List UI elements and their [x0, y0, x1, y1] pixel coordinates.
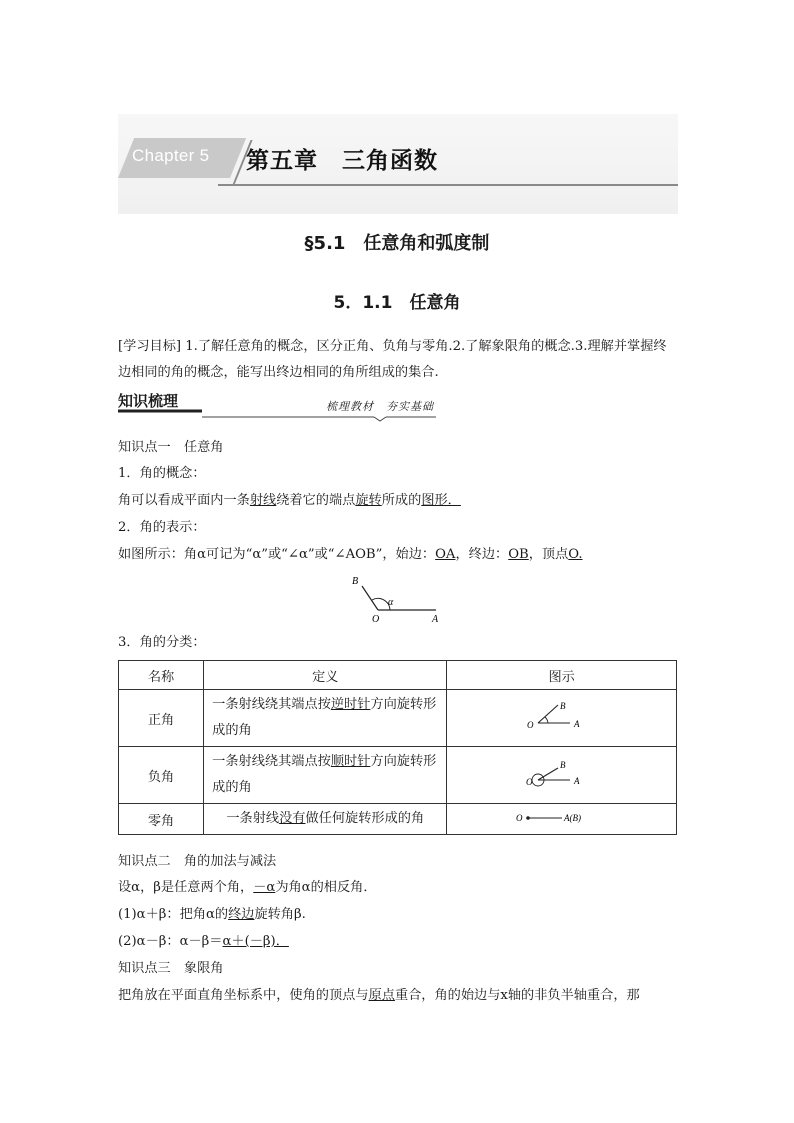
text-span: 做任何旋转形成的角 — [305, 811, 425, 826]
angle-figure — [340, 570, 450, 628]
kp1-title: 知识点一 任意角 — [118, 440, 224, 455]
text-span: 如图所示：角α可记为“α”或“∠α”或“∠AOB”，始边： — [118, 547, 436, 562]
blank-answer: 顺时针 — [330, 754, 371, 769]
text-span: 所成的 — [381, 493, 422, 508]
label-b: B — [559, 701, 566, 711]
table-row — [119, 690, 677, 747]
kp1-item1-heading: 1．角的概念： — [118, 466, 206, 481]
zero-angle-diagram — [512, 807, 612, 827]
text-span: ，顶点 — [528, 547, 569, 562]
row-definition — [204, 804, 447, 835]
knowledge-note: 梳理教材 夯实基础 — [326, 400, 434, 413]
blank-answer: 图形． — [421, 493, 461, 508]
blank-answer: －α — [253, 880, 276, 895]
label-ab: A(B) — [563, 813, 581, 823]
row-figure — [447, 690, 677, 747]
label-b: B — [559, 760, 566, 770]
negative-angle-diagram — [522, 756, 602, 790]
row-figure — [447, 804, 677, 835]
table-row — [119, 804, 677, 835]
text-span: 一条射线绕其端点按 — [212, 697, 331, 712]
text-span: 方向旋转形成的角 — [212, 697, 437, 738]
label-a: A — [573, 719, 580, 729]
text-span: 角可以看成平面内一条 — [118, 493, 250, 508]
kp2-title: 知识点二 角的加法与减法 — [118, 854, 277, 869]
blank-answer: 没有 — [279, 811, 306, 826]
chapter-tag: Chapter 5 — [132, 146, 210, 165]
chapter-underline — [218, 184, 678, 186]
text-span: 一条射线绕其端点按 — [212, 754, 331, 769]
blank-answer: 终边 — [228, 907, 255, 922]
text-span: 重合，角的始边与x轴的非负半轴重合，那 — [394, 988, 640, 1003]
ray-ob — [362, 586, 378, 610]
chapter-title: 第五章 三角函数 — [246, 148, 438, 174]
kp2-line3 — [118, 932, 289, 952]
label-o: O — [515, 813, 523, 823]
label-a: A — [573, 776, 580, 786]
learning-goals — [118, 334, 678, 386]
section-title: §5.1 任意角和弧度制 — [304, 233, 490, 254]
subsection-title: 5．1.1 任意角 — [333, 293, 461, 313]
learning-goals-label: [学习目标] — [118, 339, 182, 354]
row-name: 负角 — [119, 747, 204, 804]
text-span: 方向旋转形成的角 — [212, 754, 437, 795]
label-o: O — [372, 614, 380, 625]
blank-answer: 原点 — [368, 988, 395, 1003]
text-span: ，终边： — [455, 547, 509, 562]
kp1-item1-text — [118, 491, 461, 511]
row-name: 零角 — [119, 804, 204, 835]
text-span: 绕着它的端点 — [276, 493, 356, 508]
kp1-item3-heading: 3．角的分类： — [118, 635, 206, 650]
col-header-def: 定义 — [204, 661, 447, 690]
blank-answer: 逆时针 — [330, 697, 371, 712]
text-span: 为角α的相反角． — [275, 880, 377, 895]
col-header-name: 名称 — [119, 661, 204, 690]
blank-answer: α＋(－β)． — [222, 934, 289, 949]
blank-answer: O. — [568, 547, 583, 562]
kp2-line1 — [118, 878, 377, 898]
row-figure — [447, 747, 677, 804]
table-row — [119, 747, 677, 804]
label-alpha: α — [388, 597, 394, 608]
blank-answer: OA — [435, 547, 456, 562]
kp2-line2 — [118, 905, 306, 925]
learning-goals-text: 1.了解任意角的概念，区分正角、负角与零角.2.了解象限角的概念.3.理解并掌握终边相同的角的概念，能写出终边相同的角所组成的集合. — [118, 339, 667, 380]
row-definition — [204, 747, 447, 804]
row-name: 正角 — [119, 690, 204, 747]
text-span: 一条射线 — [226, 811, 280, 826]
label-a: A — [432, 614, 439, 625]
positive-angle-diagram — [522, 699, 602, 733]
table-header-row — [119, 661, 677, 690]
text-span: (1)α＋β：把角α的 — [118, 907, 229, 922]
knowledge-heading: 知识梳理 — [118, 392, 179, 410]
blank-answer: 旋转 — [355, 493, 382, 508]
blank-answer: OB — [508, 547, 529, 562]
text-span: 旋转角β. — [254, 907, 306, 922]
blank-answer: 射线 — [249, 493, 277, 508]
kp1-item2-heading: 2．角的表示： — [118, 520, 206, 535]
kp3-line1 — [118, 986, 640, 1006]
text-span: 把角放在平面直角坐标系中，使角的顶点与 — [118, 988, 369, 1003]
kp1-item2-text — [118, 545, 583, 565]
label-b: B — [352, 576, 359, 587]
col-header-fig: 图示 — [447, 661, 677, 690]
classification-table — [118, 660, 677, 835]
kp3-title: 知识点三 象限角 — [118, 961, 224, 976]
text-span: (2)α－β：α－β＝ — [118, 934, 223, 949]
label-o: O — [526, 720, 534, 730]
row-definition — [204, 690, 447, 747]
text-span: 设α，β是任意两个角， — [118, 880, 254, 895]
label-o: O — [525, 777, 533, 787]
